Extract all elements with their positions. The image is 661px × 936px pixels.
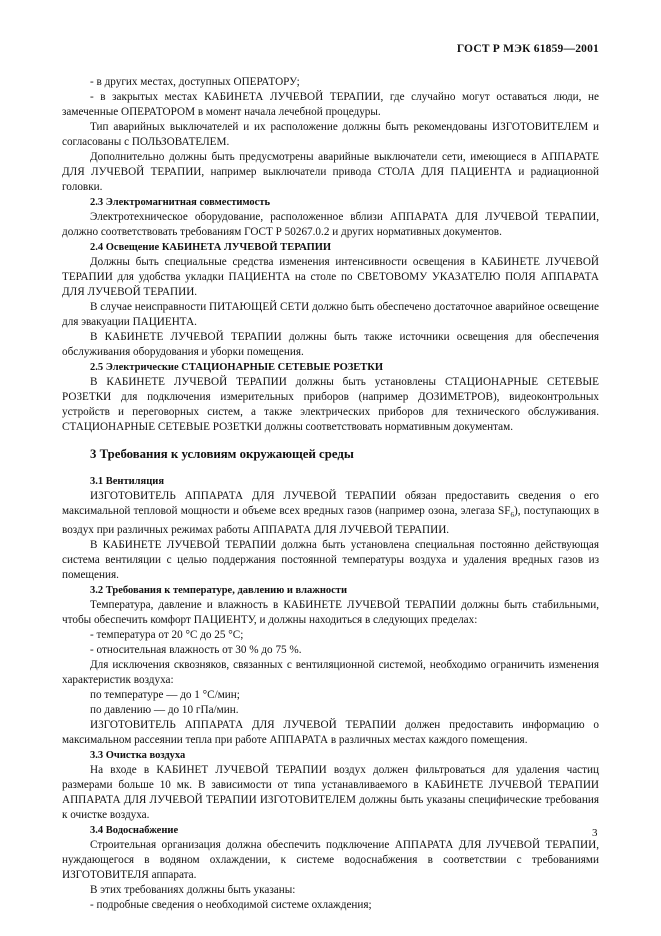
section-heading-3-4: 3.4 Водоснабжение [90, 825, 179, 837]
list-item: - относительная влажность от 30 % до 75 %. [90, 644, 302, 657]
list-item: по давлению — до 10 гПа/мин. [90, 704, 239, 717]
paragraph: - в других местах, доступных ОПЕРАТОРУ; [90, 76, 300, 88]
section-heading-3-1: 3.1 Вентиляция [90, 476, 165, 487]
paragraph: Электротехническое оборудование, расположенное вблизи АППАРАТА ДЛЯ ЛУЧЕВОЙ ТЕРАПИИ, должно соответствовать требованиям ГОСТ Р 50267.0.2 и других нормативных документов. [62, 211, 599, 238]
paragraph: Тип аварийных выключателей и их расположение должны быть рекомендованы ИЗГОТОВИТЕЛЕМ и согласованы с ПОЛЬЗОВАТЕЛЕМ. [62, 121, 599, 148]
paragraph: Температура, давление и влажность в КАБИНЕТЕ ЛУЧЕВОЙ ТЕРАПИИ должны быть стабильными, чтобы обеспечить комфорт ПАЦИЕНТУ, и должны находиться в следующих пределах: [62, 599, 599, 627]
standard-code-header: ГОСТ Р МЭК 61859—2001 [456, 43, 599, 55]
paragraph: На входе в КАБИНЕТ ЛУЧЕВОЙ ТЕРАПИИ воздух должен фильтроваться для удаления частиц размерами больше 10 мк. В зависимости от типа устанавливаемого в КАБИНЕТЕ ЛУЧЕВОЙ ТЕРАПИИ АППАРАТА ДЛЯ ЛУЧЕВОЙ ТЕРАПИИ ИЗГОТОВИТЕЛЕМ должны быть указаны специфические требования к очистке воздуха. [62, 764, 599, 822]
paragraph: Строительная организация должна обеспечить подключение АППАРАТА ДЛЯ ЛУЧЕВОЙ ТЕРАПИИ, нуждающегося в водяном охлаждении, к системе водоснабжения в соответствии с требованиями ИЗГОТОВИТЕЛЯ аппарата. [62, 839, 599, 882]
section-heading-2-4: 2.4 Освещение КАБИНЕТА ЛУЧЕВОЙ ТЕРАПИИ [90, 242, 332, 253]
paragraph-text: ИЗГОТОВИТЕЛЬ АППАРАТА ДЛЯ ЛУЧЕВОЙ ТЕРАПИИ обязан предоставить сведения о его максимальной тепловой мощности и объеме всех вредных газов (например озона, элегаза SF [62, 490, 599, 517]
chapter-heading-3: 3 Требования к условиям окружающей среды [90, 447, 354, 461]
page-number: 3 [592, 827, 598, 839]
paragraph: В этих требованиях должны быть указаны: [90, 884, 296, 897]
section-heading-2-5: 2.5 Электрические СТАЦИОНАРНЫЕ СЕТЕВЫЕ РОЗЕТКИ [90, 362, 384, 373]
paragraph: В КАБИНЕТЕ ЛУЧЕВОЙ ТЕРАПИИ должны быть установлены СТАЦИОНАРНЫЕ СЕТЕВЫЕ РОЗЕТКИ для подключения измерительных приборов (например ДОЗИМЕТРОВ), видеоконтрольных устройств и переговорных систем, а также электрических приборов для технического обслуживания. СТАЦИОНАРНЫЕ СЕТЕВЫЕ РОЗЕТКИ должны соответствовать нормативным документам. [62, 376, 599, 433]
list-item: - подробные сведения о необходимой системе охлаждения; [90, 899, 372, 912]
list-item: - температура от 20 °С до 25 °С; [90, 629, 244, 642]
paragraph: - в закрытых местах КАБИНЕТА ЛУЧЕВОЙ ТЕРАПИИ, где случайно могут оставаться люди, не замеченные ОПЕРАТОРОМ в момент начала лечебной процедуры. [62, 91, 599, 118]
paragraph: Дополнительно должны быть предусмотрены аварийные выключатели сети, имеющиеся в АППАРАТЕ ДЛЯ ЛУЧЕВОЙ ТЕРАПИИ, например выключатели привода СТОЛА ДЛЯ ПАЦИЕНТА и радиационной головки. [62, 151, 599, 193]
section-heading-3-2: 3.2 Требования к температуре, давлению и влажности [90, 585, 347, 597]
section-heading-2-3: 2.3 Электромагнитная совместимость [90, 197, 271, 208]
paragraph: В КАБИНЕТЕ ЛУЧЕВОЙ ТЕРАПИИ должна быть установлена специальная постоянно действующая система вентиляции с целью поддержания постоянной температуры воздуха и удаления вредных газов из помещения. [62, 539, 599, 582]
paragraph-ventilation [62, 489, 599, 538]
document-body [62, 75, 599, 913]
list-item: по температуре — до 1 °С/мин; [90, 689, 240, 702]
subscript: 6 [510, 511, 514, 520]
section-heading-3-3: 3.3 Очистка воздуха [90, 750, 186, 762]
paragraph: В КАБИНЕТЕ ЛУЧЕВОЙ ТЕРАПИИ должны быть также источники освещения для обеспечения обслуживания оборудования и уборки помещения. [62, 331, 599, 358]
paragraph: Для исключения сквозняков, связанных с вентиляционной системой, необходимо ограничить изменения характеристик воздуха: [62, 659, 599, 687]
paragraph: Должны быть специальные средства изменения интенсивности освещения в КАБИНЕТЕ ЛУЧЕВОЙ ТЕРАПИИ для удобства укладки ПАЦИЕНТА на столе по СВЕТОВОМУ УКАЗАТЕЛЮ ПОЛЯ АППАРАТА ДЛЯ ЛУЧЕВОЙ ТЕРАПИИ. [62, 256, 599, 298]
paragraph: ИЗГОТОВИТЕЛЬ АППАРАТА ДЛЯ ЛУЧЕВОЙ ТЕРАПИИ должен предоставить информацию о максимальном рассеянии тепла при работе АППАРАТА в различных местах каждого помещения. [62, 719, 599, 747]
paragraph-text: ), поступающих в воздух при различных режимах работы АППАРАТА ДЛЯ ЛУЧЕВОЙ ТЕРАПИИ. [62, 505, 599, 537]
paragraph: В случае неисправности ПИТАЮЩЕЙ СЕТИ должно быть обеспечено достаточное аварийное освещение для эвакуации ПАЦИЕНТА. [62, 301, 599, 328]
